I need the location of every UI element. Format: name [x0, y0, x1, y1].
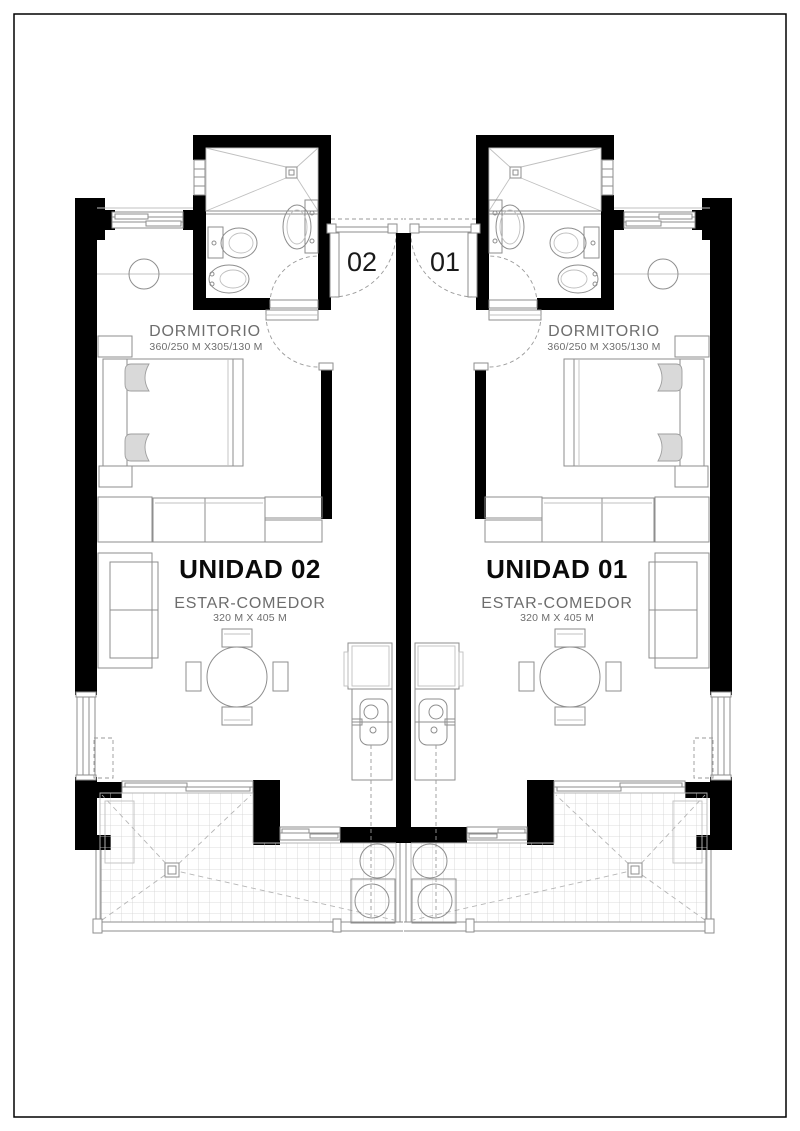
living-label-01: ESTAR-COMEDOR [481, 595, 633, 612]
unit-name-01: UNIDAD 01 [486, 554, 628, 584]
unit-name-02: UNIDAD 02 [179, 554, 321, 584]
bedroom-dimensions-01: 360/250 M X305/130 M [547, 341, 661, 353]
bedroom-label-01: DORMITORIO [548, 323, 660, 340]
bedroom-dimensions-02: 360/250 M X305/130 M [149, 341, 263, 353]
living-dimensions-02: 320 M X 405 M [213, 612, 287, 624]
living-label-02: ESTAR-COMEDOR [174, 595, 326, 612]
party-wall [396, 233, 411, 922]
living-dimensions-01: 320 M X 405 M [520, 612, 594, 624]
door-number-02: 02 [346, 247, 378, 277]
door-number-01: 01 [429, 247, 461, 277]
bedroom-label-02: DORMITORIO [149, 323, 261, 340]
